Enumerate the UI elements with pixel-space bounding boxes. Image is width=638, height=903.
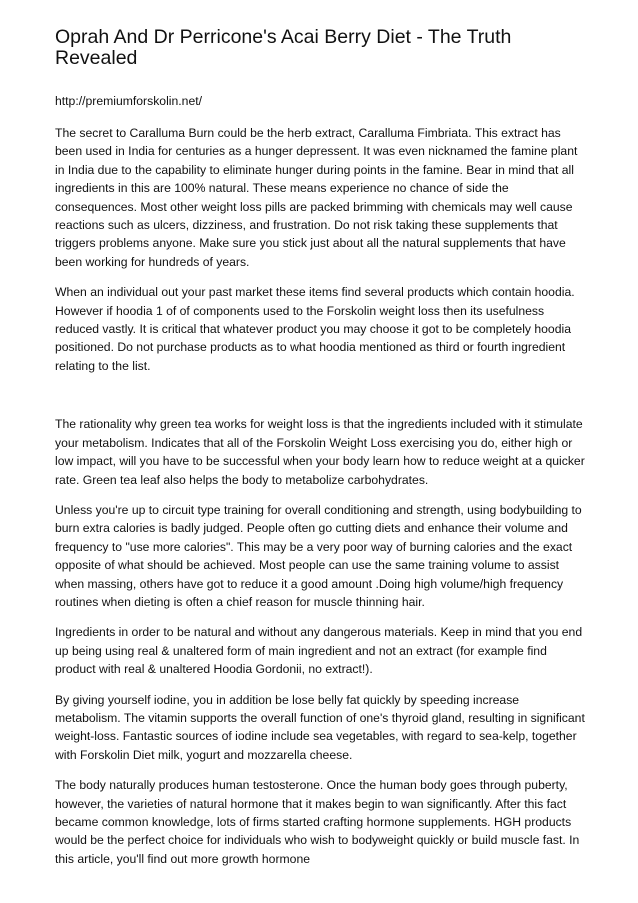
paragraph-caralluma: The secret to Caralluma Burn could be the herb extract, Caralluma Fimbriata. This extract has been used in India for centuries as a hunger depressent. It was even nicknamed the famine plant in India due to the capability to eliminate hunger during points in the famine. Bear in mind that all ingredients in this are 100% natural. These means experience no chance of side the consequences. Most other weight loss pills are packed brimming with chemicals may well cause reactions such as ulcers, dizziness, and frustration. Do not risk taking these supplements that triggers problems anyone. Make sure you stick just about all the natural supplements that have been working for hundreds of years. <box>55 126 578 269</box>
source-url: http://premiumforskolin.net/ <box>55 94 202 108</box>
paragraph-hoodia: When an individual out your past market these items find several products which contain hoodia. However if hoodia 1 of of components used to the Forskolin weight loss then its usefulness reduced vastly. It is critical that whatever product you may choose it got to be completely hoodia positioned. Do not purchase products as to what hoodia mentioned as third or fourth ingredient relating to the list. <box>55 285 575 373</box>
paragraph-testosterone: The body naturally produces human testosterone. Once the human body goes through puberty, however, the varieties of natural hormone that it makes begin to wan significantly. After this fact became common knowledge, lots of firms started crafting hormone supplements. HGH products would be the perfect choice for individuals who wish to bodyweight quickly or build muscle fast. In this article, you'll find out more growth hormone <box>55 778 580 866</box>
paragraph-bodybuilding: Unless you're up to circuit type training for overall conditioning and strength, using bodybuilding to burn extra calories is badly judged. People often go cutting diets and enhance their volume and frequency to "use more calories". This may be a very poor way of burning calories and the exact opposite of what should be achieved. Most people can use the same training volume to assist when massing, others have got to reduce it a good amount .Doing high volume/high frequency routines when dieting is often a chief reason for muscle thinning hair. <box>55 502 582 609</box>
document-title: Oprah And Dr Perricone's Acai Berry Diet - The Truth Revealed <box>55 26 512 69</box>
paragraph-green-tea: The rationality why green tea works for weight loss is that the ingredients included with it stimulate your metabolism. Indicates that all of the Forskolin Weight Loss exercising you do, either high or low impact, will you have to be successful when your body learn how to reduce weight at a quicker rate. Green tea leaf also helps the body to metabolize carbohydrates. <box>55 417 585 487</box>
paragraph-ingredients: Ingredients in order to be natural and without any dangerous materials. Keep in mind that you end up being using real & unaltered form of main ingredient and not an extract (for example find product with real & unaltered Hoodia Gordonii, no extract!). <box>55 625 583 677</box>
blank-gap <box>55 387 585 415</box>
document-body <box>55 124 585 880</box>
paragraph-iodine: By giving yourself iodine, you in addition be lose belly fat quickly by speeding increase metabolism. The vitamin supports the overall function of one's thyroid gland, resulting in significant weight-loss. Fantastic sources of iodine include sea vegetables, with regard to sea-kelp, together with Forskolin Diet milk, yogurt and mozzarella cheese. <box>55 692 585 762</box>
